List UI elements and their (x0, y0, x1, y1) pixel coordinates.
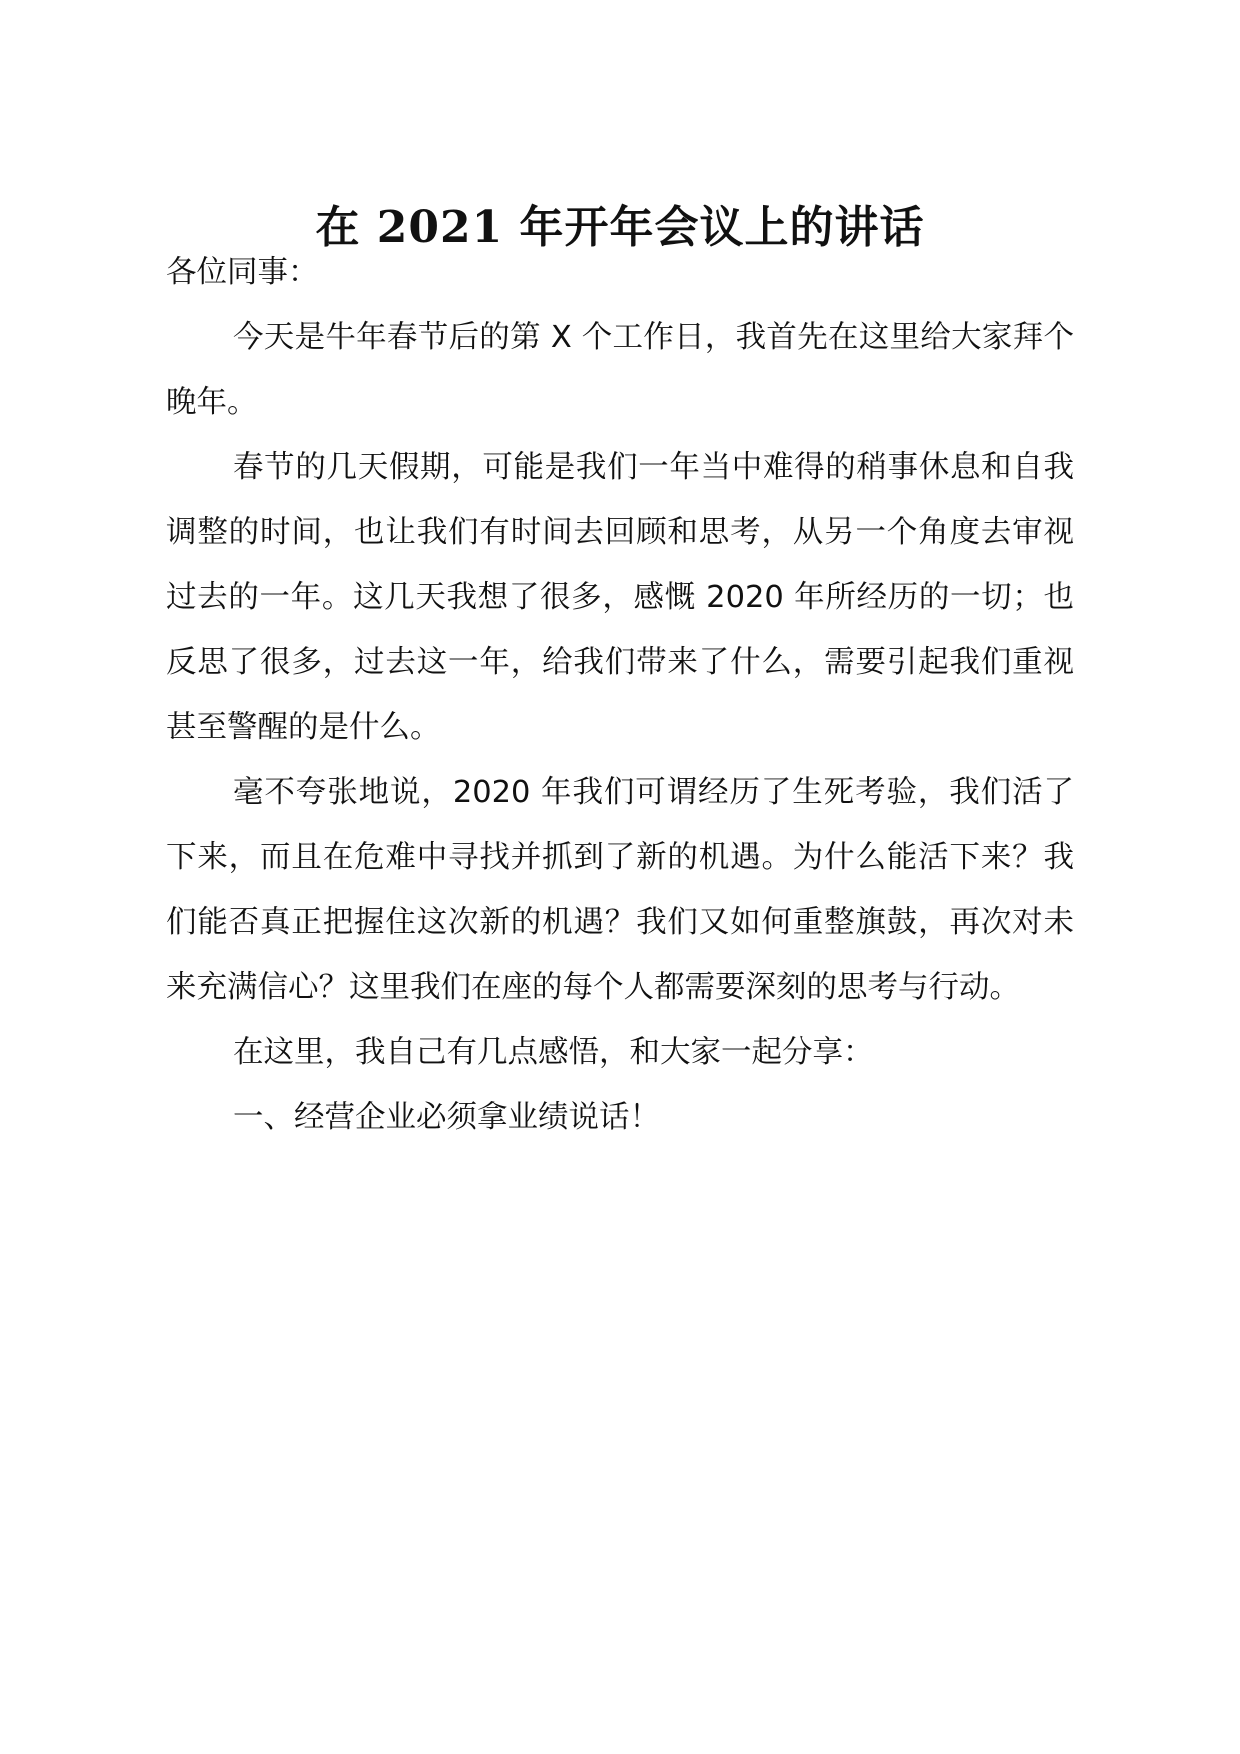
salutation: 各位同事： (166, 255, 319, 290)
section-heading: 一、经营企业必须拿业绩说话！ (233, 1100, 660, 1135)
paragraph: 今天是牛年春节后的第 X 个工作日，我首先在这里给大家拜个晚年。 (166, 320, 1074, 420)
document-title: 在 2021 年开年会议上的讲话 (315, 202, 925, 253)
paragraph: 毫不夸张地说，2020 年我们可谓经历了生死考验，我们活了下来，而且在危难中寻找并抓到了新的机遇。为什么能活下来？我们能否真正把握住这次新的机遇？我们又如何重整旗鼓，再次对未来充满信心？这里我们在座的每个人都需要深刻的思考与行动。 (166, 775, 1074, 1005)
document-body (166, 240, 1074, 1150)
paragraph: 在这里，我自己有几点感悟，和大家一起分享： (233, 1035, 874, 1070)
paragraph: 春节的几天假期，可能是我们一年当中难得的稍事休息和自我调整的时间，也让我们有时间去回顾和思考，从另一个角度去审视过去的一年。这几天我想了很多，感慨 2020 年所经历的一切；也反思了很多，过去这一年，给我们带来了什么，需要引起我们重视甚至警醒的是什么。 (166, 450, 1074, 745)
